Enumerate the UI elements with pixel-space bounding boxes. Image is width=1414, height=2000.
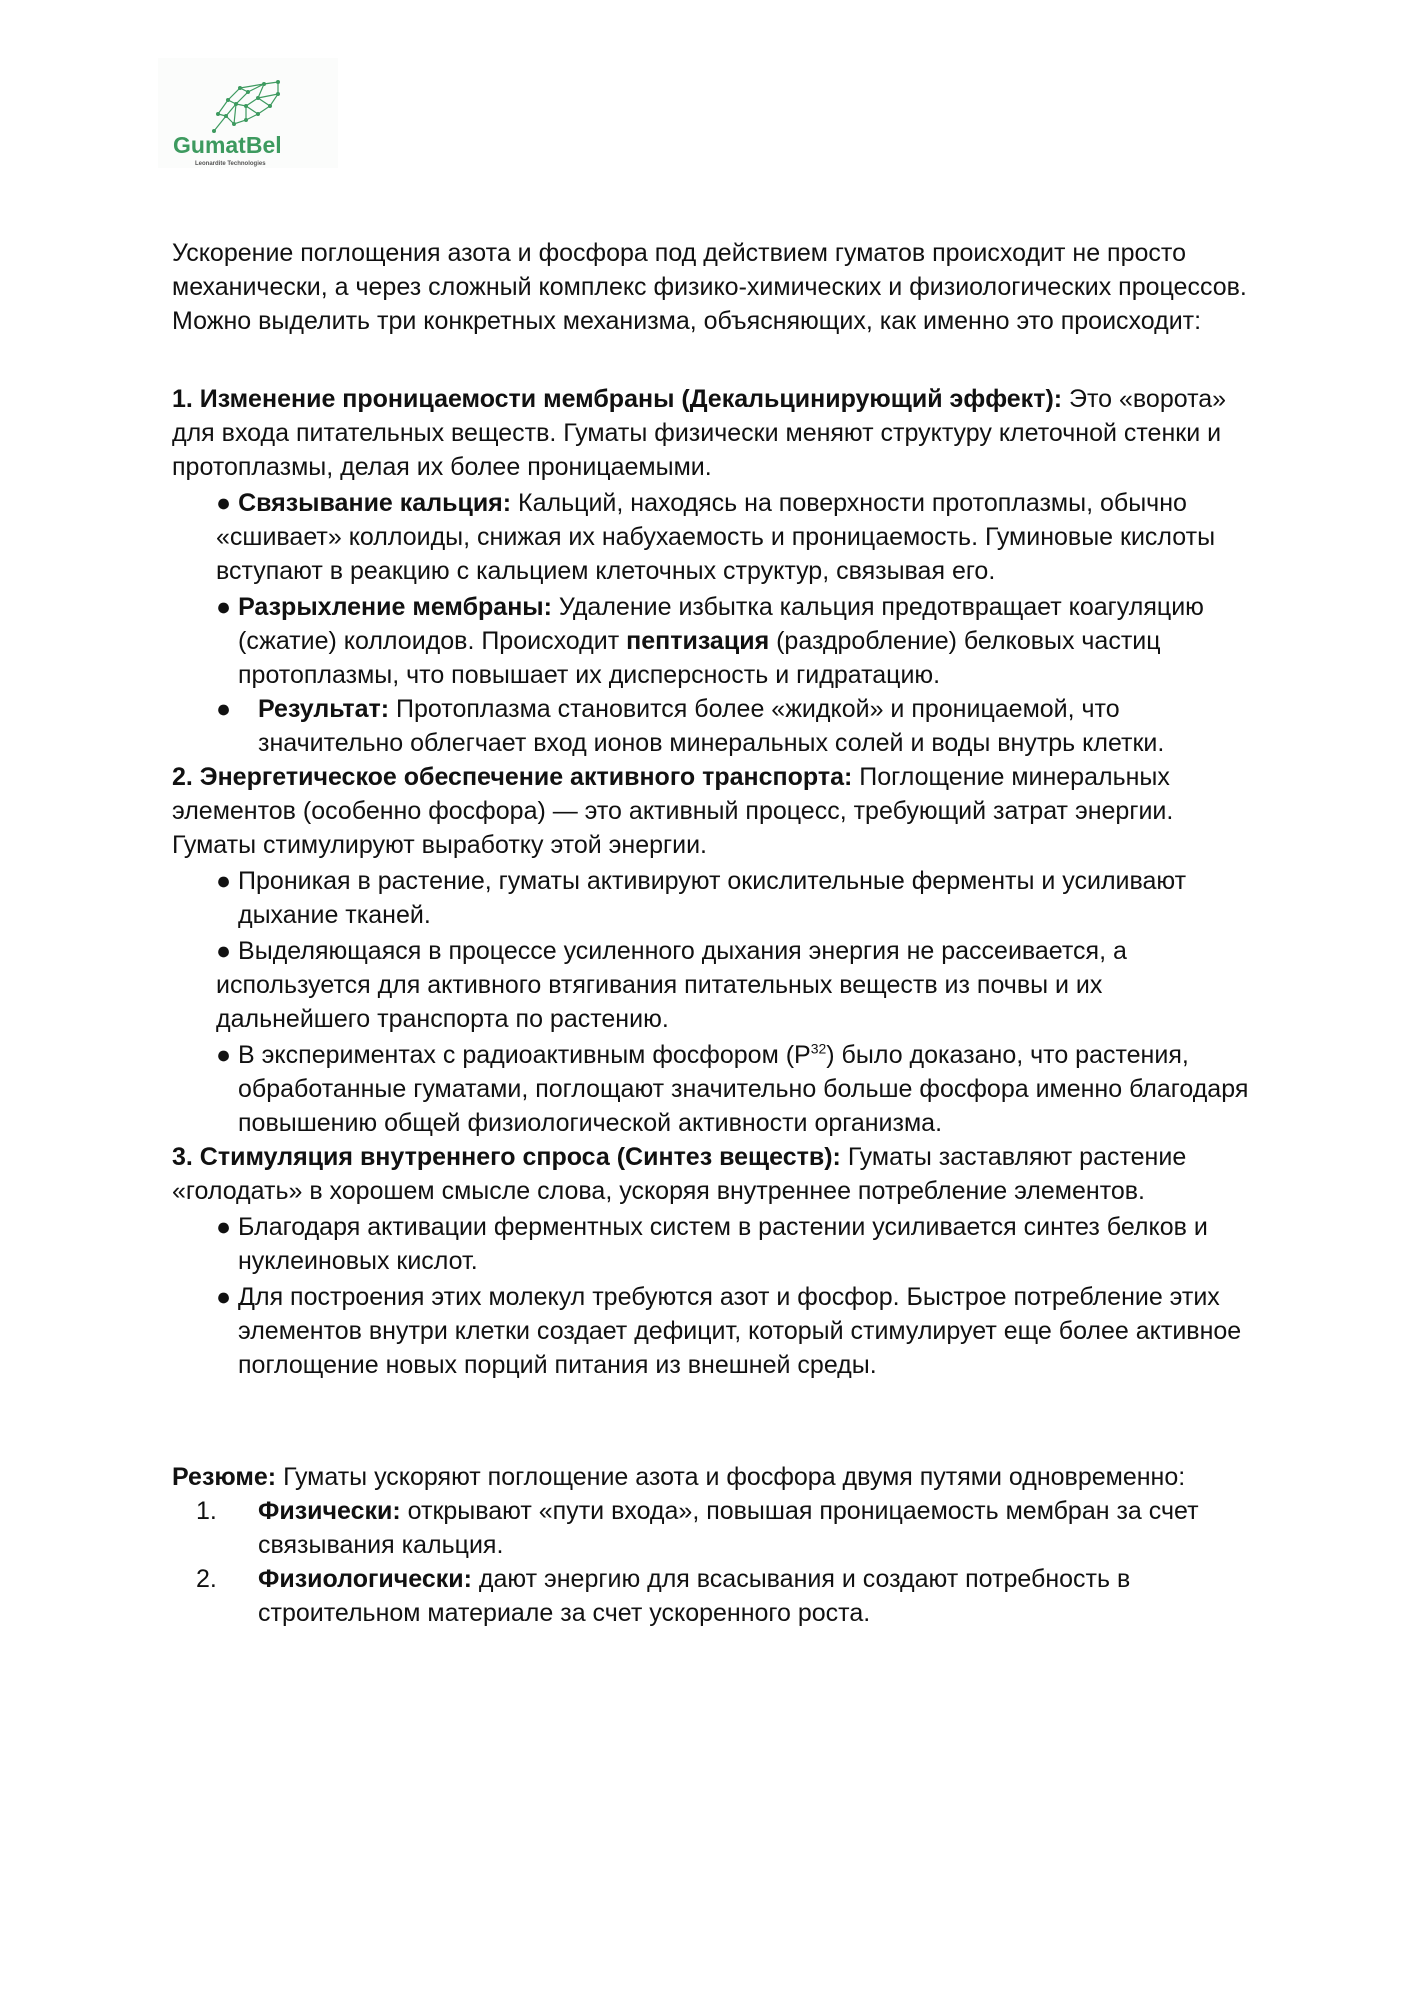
summary-list-item: 2. Физиологически: дают энергию для всасывания и создают потребность в строительном материале за счет ускоренного роста. [196, 1565, 1131, 1627]
bullet-item: ● Связывание кальция: Кальций, находясь на поверхности протоплазмы, обычно «сшивает» коллоиды, снижая их набухаемость и проницаемость. Гуминовые кислоты вступают в реакцию с кальцием клеточных структур, связывая его. [216, 489, 1216, 585]
summary-list-item: 1. Физически: открывают «пути входа», повышая проницаемость мембран за счет связывания кальция. [196, 1497, 1199, 1559]
bullet-item: ● Результат: Протоплазма становится более «жидкой» и проницаемой, что значительно облегчает вход ионов минеральных солей и воды внутрь клетки. [216, 695, 1165, 757]
leaf-network-icon [206, 76, 286, 136]
summary-paragraph: Резюме: Гуматы ускоряют поглощение азота и фосфора двумя путями одновременно: [172, 1463, 1186, 1491]
bullet-item: ● Проникая в растение, гуматы активируют окислительные ферменты и усиливают дыхание тканей. [216, 867, 1187, 929]
intro-paragraph-1: Ускорение поглощения азота и фосфора под действием гуматов происходит не просто механически, а через сложный комплекс физико-химических и физиологических процессов. [172, 239, 1247, 301]
bullet-item: ● Для построения этих молекул требуются азот и фосфор. Быстрое потребление этих элементов внутри клетки создает дефицит, который стимулирует еще более активное поглощение новых порций питания из внешней среды. [216, 1283, 1242, 1379]
document-body [172, 236, 1262, 1630]
logo-title: GumatBel [173, 132, 282, 158]
section-2-heading: 2. Энергетическое обеспечение активного транспорта: [172, 763, 853, 791]
bullet-item: ● Разрыхление мембраны: Удаление избытка кальция предотвращает коагуляцию (сжатие) коллоидов. Происходит пептизация (раздробление) белковых частиц протоплазмы, что повышает их дисперсность и гидратацию. [216, 593, 1204, 689]
bullet-item: ● Выделяющаяся в процессе усиленного дыхания энергия не рассеивается, а используется для активного втягивания питательных веществ из почвы и их дальнейшего транспорта по растению. [216, 937, 1127, 1033]
bullet-item: ● Благодаря активации ферментных систем в растении усиливается синтез белков и нуклеиновых кислот. [216, 1213, 1208, 1275]
logo-subtitle: Leonardite Technologies [195, 161, 266, 167]
section-1-heading: 1. Изменение проницаемости мембраны (Декальцинирующий эффект): [172, 385, 1063, 413]
section-2-paragraph: 2. Энергетическое обеспечение активного транспорта: Поглощение минеральных элементов (особенно фосфора) — это активный процесс, требующий затрат энергии. Гуматы стимулируют выработку этой энергии. [172, 763, 1174, 859]
section-3-heading: 3. Стимуляция внутреннего спроса (Синтез веществ): [172, 1143, 841, 1171]
section-1-paragraph: 1. Изменение проницаемости мембраны (Декальцинирующий эффект): Это «ворота» для входа питательных веществ. Гуматы физически меняют структуру клеточной стенки и протоплазмы, делая их более проницаемыми. [172, 385, 1227, 481]
section-3-paragraph: 3. Стимуляция внутреннего спроса (Синтез веществ): Гуматы заставляют растение «голодать» в хорошем смысле слова, ускоряя внутреннее потребление элементов. [172, 1143, 1187, 1205]
company-logo [158, 58, 338, 168]
bullet-item: ● В экспериментах с радиоактивным фосфором $(P^{32})$ было доказано, что растения, обработанные гуматами, поглощают значительно больше фосфора именно благодаря повышению общей физиологической активности организма. [216, 1040, 1249, 1137]
intro-paragraph-2: Можно выделить три конкретных механизма, объясняющих, как именно это происходит: [172, 307, 1202, 335]
summary-label: Резюме: [172, 1463, 277, 1491]
